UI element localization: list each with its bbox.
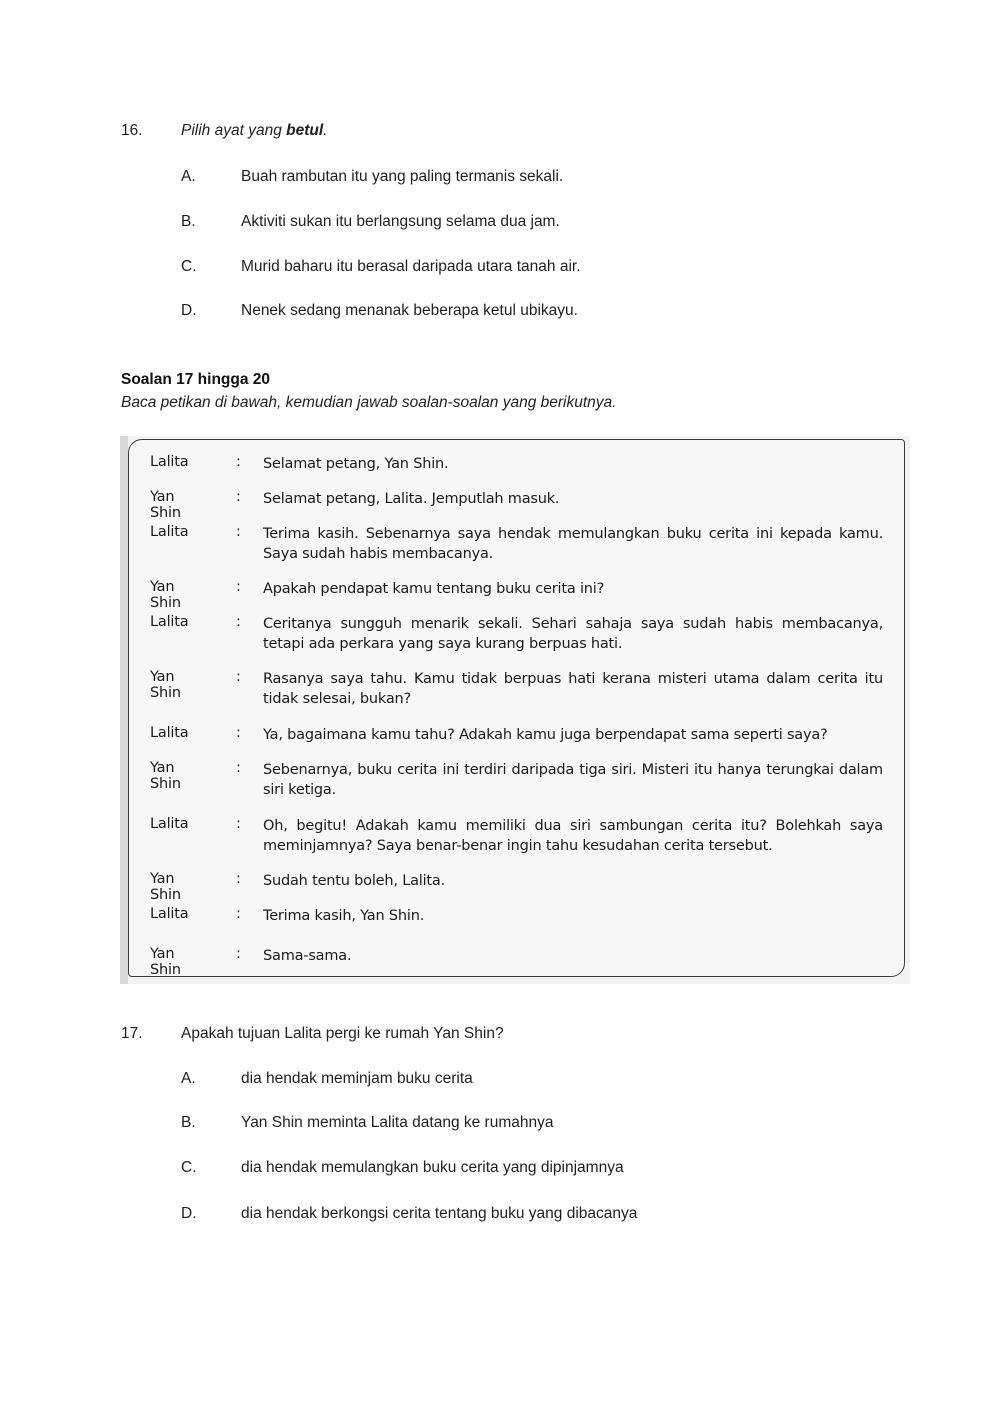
line-text: Sudah tentu boleh, Lalita. xyxy=(263,873,445,889)
speaker: Yan Shin xyxy=(150,489,181,521)
option-text: Yan Shin meminta Lalita datang ke rumahnya xyxy=(241,1114,554,1131)
line-text: Oh, begitu! Adakah kamu memiliki dua siri sambungan cerita itu? Bolehkah saya meminjamnya? Saya benar-benar ingin tahu kesudahan cerita tersebut. xyxy=(263,818,883,854)
scan-edge-shadow xyxy=(120,436,128,984)
option-letter: B. xyxy=(181,1114,196,1131)
colon: : xyxy=(236,579,241,595)
option-text: dia hendak meminjam buku cerita xyxy=(241,1070,473,1087)
colon: : xyxy=(236,669,241,685)
line-text: Selamat petang, Yan Shin. xyxy=(263,456,449,472)
colon: : xyxy=(236,614,241,630)
option-row[interactable] xyxy=(0,1159,1000,1179)
colon: : xyxy=(236,454,241,470)
speaker: Yan Shin xyxy=(150,871,181,903)
option-letter: C. xyxy=(181,258,197,275)
speaker: Yan Shin xyxy=(150,669,181,701)
option-letter: D. xyxy=(181,1205,197,1222)
question-17-prompt-row xyxy=(0,1025,1000,1045)
speaker: Lalita xyxy=(150,454,189,470)
option-letter: D. xyxy=(181,302,197,319)
option-text: Murid baharu itu berasal daripada utara tanah air. xyxy=(241,258,581,275)
option-row[interactable] xyxy=(0,213,1000,233)
question-16-prompt-row xyxy=(0,122,1000,142)
line-text: Rasanya saya tahu. Kamu tidak berpuas hati kerana misteri utama dalam cerita itu tidak selesai, bukan? xyxy=(263,671,883,707)
colon: : xyxy=(236,906,241,922)
option-letter: B. xyxy=(181,213,196,230)
colon: : xyxy=(236,816,241,832)
line-text: Apakah pendapat kamu tentang buku cerita ini? xyxy=(263,581,605,597)
option-row[interactable] xyxy=(0,258,1000,278)
line-text: Selamat petang, Lalita. Jemputlah masuk. xyxy=(263,491,560,507)
line-text: Ceritanya sungguh menarik sekali. Sehari sahaja saya sudah habis membacanya, tetapi ada perkara yang saya kurang berpuas hati. xyxy=(263,616,883,652)
prompt-end: . xyxy=(323,122,328,139)
option-text: dia hendak berkongsi cerita tentang buku yang dibacanya xyxy=(241,1205,638,1222)
option-text: Buah rambutan itu yang paling termanis sekali. xyxy=(241,168,564,185)
speaker: Yan Shin xyxy=(150,579,181,611)
question-prompt: Apakah tujuan Lalita pergi ke rumah Yan Shin? xyxy=(181,1025,504,1042)
question-number: 17. xyxy=(121,1025,143,1042)
speaker: Lalita xyxy=(150,906,189,922)
option-text: Nenek sedang menanak beberapa ketul ubikayu. xyxy=(241,302,578,319)
colon: : xyxy=(236,524,241,540)
line-text: Sebenarnya, buku cerita ini terdiri daripada tiga siri. Misteri itu hanya terungkai dalam siri ketiga. xyxy=(263,762,883,798)
speaker: Yan Shin xyxy=(150,946,181,978)
option-row[interactable] xyxy=(0,1205,1000,1225)
speaker: Lalita xyxy=(150,816,189,832)
prompt-emphasis: betul xyxy=(286,122,324,139)
colon: : xyxy=(236,946,241,962)
speaker: Lalita xyxy=(150,725,189,741)
option-letter: A. xyxy=(181,168,196,185)
option-row[interactable] xyxy=(0,1114,1000,1134)
section-title: Soalan 17 hingga 20 xyxy=(121,371,271,388)
option-text: Aktiviti sukan itu berlangsung selama dua jam. xyxy=(241,213,560,230)
colon: : xyxy=(236,489,241,505)
colon: : xyxy=(236,725,241,741)
section-instruction: Baca petikan di bawah, kemudian jawab soalan-soalan yang berikutnya. xyxy=(121,394,617,411)
speaker: Yan Shin xyxy=(150,760,181,792)
option-letter: C. xyxy=(181,1159,197,1176)
line-text: Terima kasih, Yan Shin. xyxy=(263,908,425,924)
question-prompt xyxy=(181,122,327,140)
line-text: Ya, bagaimana kamu tahu? Adakah kamu juga berpendapat sama seperti saya? xyxy=(263,727,828,743)
colon: : xyxy=(236,871,241,887)
question-number: 16. xyxy=(121,122,143,139)
option-row[interactable] xyxy=(0,168,1000,188)
option-row[interactable] xyxy=(0,1070,1000,1090)
prompt-text: Pilih ayat yang xyxy=(181,122,287,139)
speaker: Lalita xyxy=(150,614,189,630)
option-text: dia hendak memulangkan buku cerita yang dipinjamnya xyxy=(241,1159,624,1176)
colon: : xyxy=(236,760,241,776)
speaker: Lalita xyxy=(150,524,189,540)
option-row[interactable] xyxy=(0,302,1000,322)
line-text: Terima kasih. Sebenarnya saya hendak memulangkan buku cerita ini kepada kamu. Saya sudah habis membacanya. xyxy=(263,526,883,562)
line-text: Sama-sama. xyxy=(263,948,352,964)
option-letter: A. xyxy=(181,1070,196,1087)
